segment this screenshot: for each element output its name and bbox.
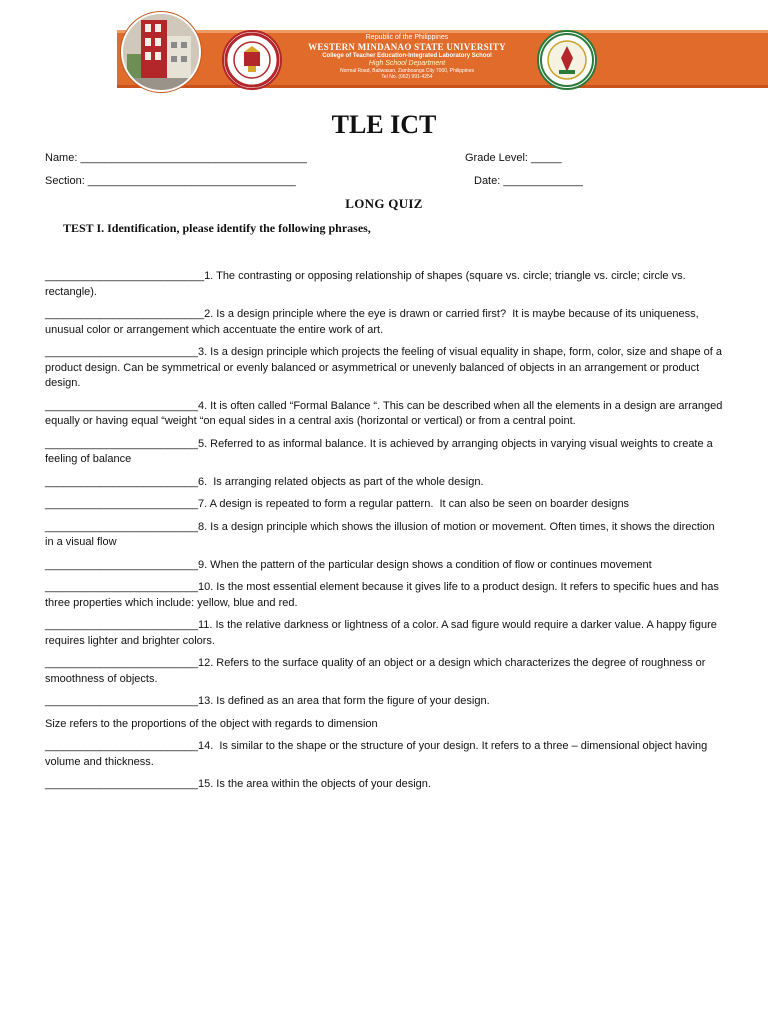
- question-text: 2. Is a design principle where the eye is drawn or carried first? It is maybe because of its uniqueness, unusual color or arrangement which accentuate the entire work of art.: [45, 308, 702, 336]
- question-item: [45, 345, 725, 392]
- question-text: 6. Is arranging related objects as part of the whole design.: [197, 475, 484, 488]
- question-text: 13. Is defined as an area that form the figure of your design.: [197, 695, 490, 707]
- test-heading: TEST I. Identification, please identify the following phrases,: [63, 221, 371, 235]
- answer-blank[interactable]: _________________________: [45, 558, 198, 571]
- question-item: [45, 399, 725, 430]
- question-item: [45, 497, 725, 513]
- question-text: Size refers to the proportions of the object with regards to dimension: [45, 717, 378, 730]
- college-name: College of Teacher Education-Integrated Laboratory School: [322, 53, 492, 59]
- question-text: 9. When the pattern of the particular design shows a condition of flow or continues movement: [197, 558, 652, 571]
- question-item: [45, 475, 725, 491]
- name-field[interactable]: Name: _____________________________________: [45, 152, 307, 164]
- page-title: TLE ICT: [331, 110, 437, 139]
- question-item: [45, 437, 725, 468]
- answer-blank[interactable]: _________________________: [45, 581, 198, 593]
- department-name: High School Department: [368, 60, 446, 67]
- republic-line: Republic of the Philippines: [365, 34, 449, 41]
- question-item: [45, 558, 725, 574]
- question-list: [45, 269, 725, 800]
- ils-seal-logo: [537, 30, 597, 90]
- header-text: [282, 30, 532, 80]
- answer-blank[interactable]: _________________________: [45, 520, 198, 533]
- question-text: 3. Is a design principle which projects the feeling of visual equality in shape, form, color, size and shape of a product design. Can be symmetrical or evenly balanced or asymmetrical or unevenly balanced of objects in an arrangement or product design.: [45, 346, 726, 389]
- answer-blank[interactable]: _________________________: [45, 657, 198, 669]
- answer-blank[interactable]: _________________________: [45, 437, 198, 450]
- question-text: 10. Is the most essential element because it gives life to a product design. It refers to specific hues and has three properties which include: yellow, blue and red.: [45, 581, 722, 609]
- answer-blank[interactable]: _________________________: [45, 778, 198, 790]
- question-item: [45, 520, 725, 551]
- question-item: [45, 269, 725, 300]
- answer-blank[interactable]: _________________________: [45, 475, 198, 488]
- question-item: [45, 777, 725, 793]
- answer-blank[interactable]: _________________________: [45, 619, 198, 631]
- question-text: 14. Is similar to the shape or the structure of your design. It refers to a three – dimensional object having volume and thickness.: [45, 740, 711, 768]
- question-text: 1. The contrasting or opposing relationship of shapes (square vs. circle; triangle vs. circle; circle vs. rectangle).: [45, 270, 689, 298]
- question-text: 7. A design is repeated to form a regular pattern. It can also be seen on boarder designs: [197, 498, 630, 510]
- answer-blank[interactable]: _________________________: [45, 740, 198, 752]
- question-text: 11. Is the relative darkness or lightness of a color. A sad figure would require a darker value. A happy figure requires lighter and brighter colors.: [45, 619, 720, 647]
- university-name: WESTERN MINDANAO STATE UNIVERSITY: [308, 42, 506, 52]
- answer-blank[interactable]: _________________________: [45, 346, 198, 358]
- address-line: Normal Road, Baliwasan, Zamboanga City 7000, Philippines: [340, 68, 474, 74]
- answer-blank[interactable]: _________________________: [45, 695, 198, 707]
- section-field[interactable]: Section: __________________________________: [45, 175, 296, 187]
- question-item: [45, 618, 725, 649]
- grade-level-field[interactable]: Grade Level: _____: [465, 152, 562, 164]
- answer-blank[interactable]: _________________________: [45, 399, 198, 412]
- question-item: [45, 656, 725, 687]
- answer-blank[interactable]: __________________________: [45, 308, 205, 320]
- question-text: 12. Refers to the surface quality of an object or a design which characterizes the degree of roughness or smoothness of objects.: [45, 657, 709, 685]
- telephone-line: Tel No. (062) 991-4254: [381, 74, 433, 80]
- answer-blank[interactable]: __________________________: [45, 270, 205, 282]
- wmsu-seal-logo: [222, 30, 282, 90]
- date-field[interactable]: Date: _____________: [474, 175, 583, 187]
- quiz-subtitle: LONG QUIZ: [345, 196, 423, 211]
- question-item: [45, 739, 725, 770]
- question-item: [45, 717, 725, 733]
- question-item: [45, 580, 725, 611]
- question-item: [45, 307, 725, 338]
- school-building-photo: [121, 12, 201, 92]
- question-text: 5. Referred to as informal balance. It is achieved by arranging objects in varying visual weights to create a feeling of balance: [45, 437, 716, 465]
- question-text: 15. Is the area within the objects of your design.: [197, 778, 431, 790]
- question-text: 8. Is a design principle which shows the illusion of motion or movement. Often times, it shows the direction in a visual flow: [45, 520, 718, 548]
- answer-blank[interactable]: _________________________: [45, 498, 198, 510]
- banner-stripe-bottom: [117, 85, 768, 88]
- question-item: [45, 694, 725, 710]
- question-text: 4. It is often called “Formal Balance “. This can be described when all the elements in a design are arranged equally or having equal “weight “on equal sides in a central axis (horizontal or vertical) or from a central point.: [45, 399, 726, 427]
